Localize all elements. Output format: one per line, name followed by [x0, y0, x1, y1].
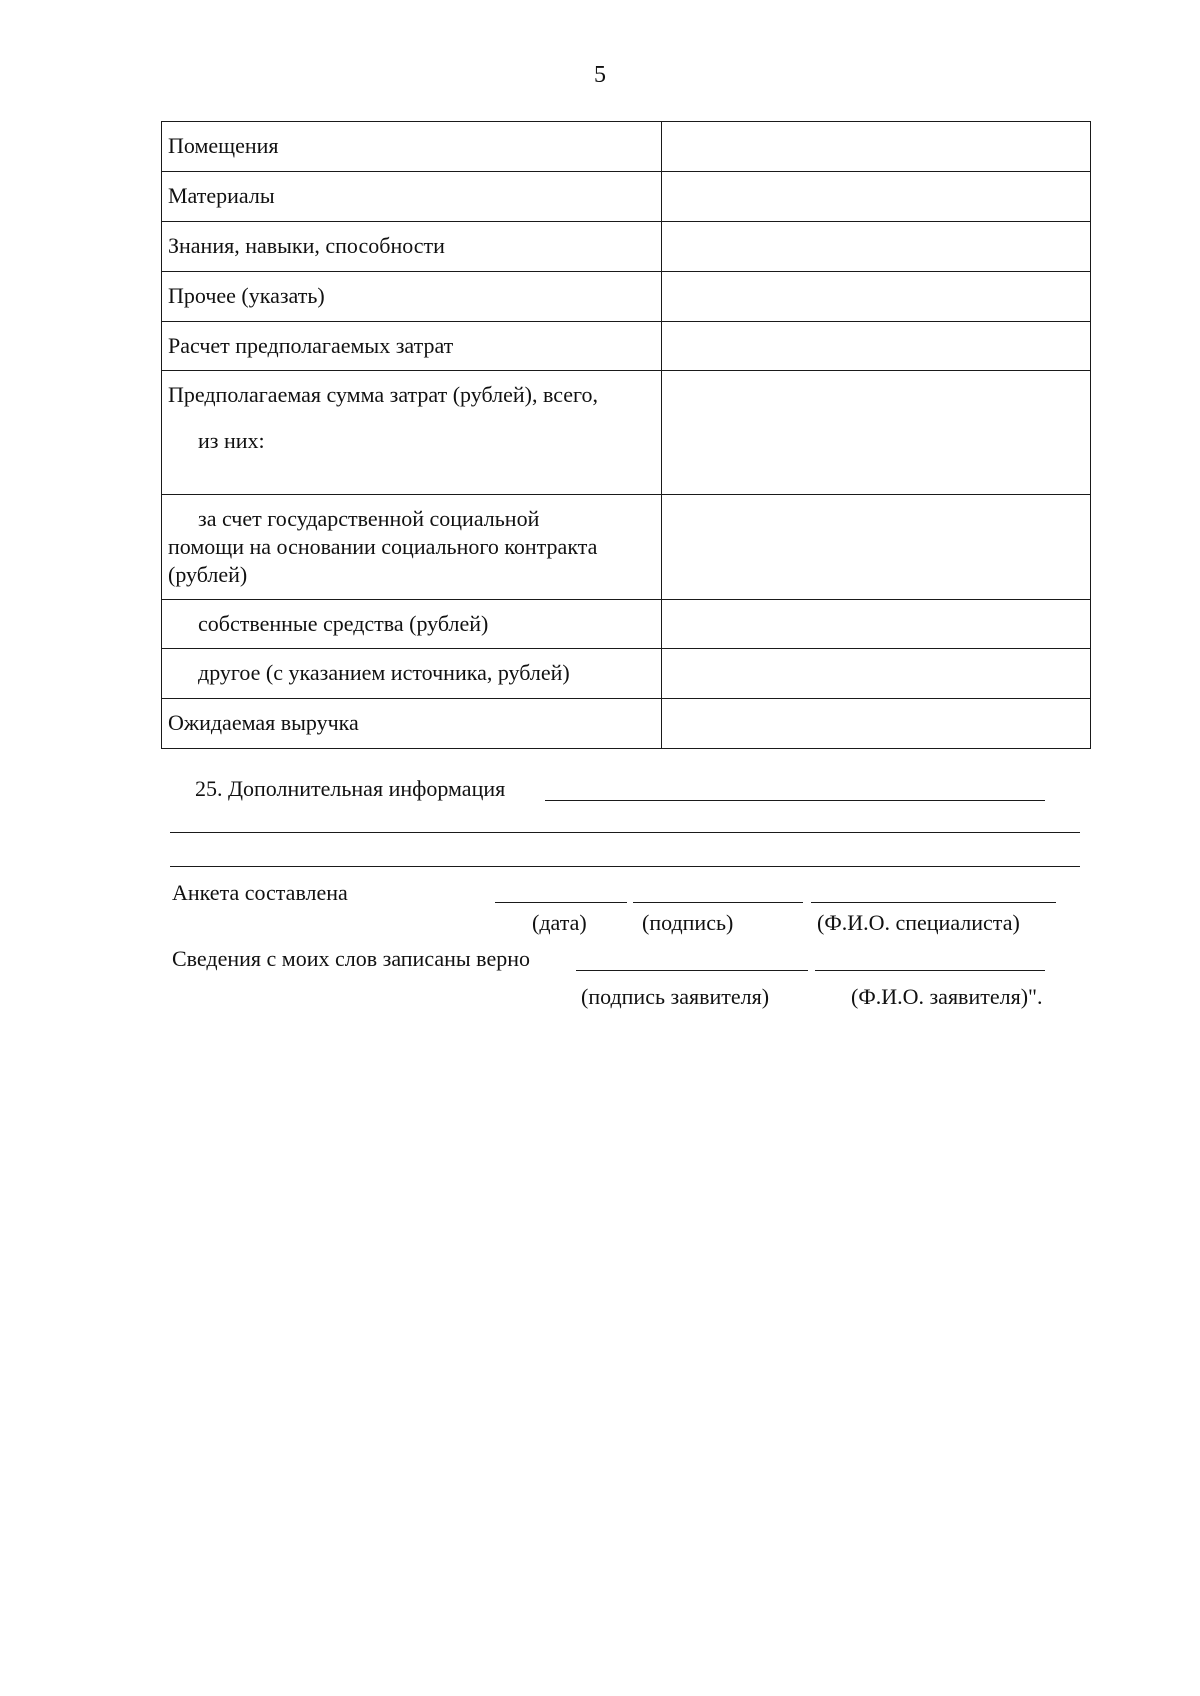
row-label: Расчет предполагаемых затрат [162, 322, 662, 371]
row-label: Предполагаемая сумма затрат (рублей), всего, [168, 382, 598, 407]
table-row [162, 222, 1091, 272]
row-label-rest: помощи на основании социального контракта (рублей) [168, 534, 598, 587]
row-value[interactable] [662, 122, 1091, 172]
row-value[interactable] [662, 495, 1091, 600]
table-row [162, 322, 1091, 371]
specialist-caption: (Ф.И.О. специалиста) [817, 910, 1020, 935]
table-row [162, 699, 1091, 749]
table-row [162, 272, 1091, 322]
row-value[interactable] [662, 272, 1091, 322]
compiled-label: Анкета составлена [172, 880, 348, 905]
additional-info-label: 25. Дополнительная информация [195, 776, 506, 801]
row-label-own-funds [162, 600, 662, 649]
page-number: 5 [594, 62, 606, 88]
row-label: собственные средства (рублей) [198, 611, 489, 636]
applicant-name-caption: (Ф.И.О. заявителя)". [851, 984, 1043, 1009]
row-label-state-aid [162, 495, 662, 600]
table-row [162, 371, 1091, 495]
row-value[interactable] [662, 322, 1091, 371]
table-row [162, 495, 1091, 600]
row-label: Материалы [162, 172, 662, 222]
row-value[interactable] [662, 222, 1091, 272]
row-label: Прочее (указать) [162, 272, 662, 322]
applicant-signature-line[interactable] [576, 970, 808, 971]
row-label-other [162, 649, 662, 699]
additional-info-line-3[interactable] [170, 866, 1080, 867]
additional-info-line-2[interactable] [170, 832, 1080, 833]
row-label: Знания, навыки, способности [162, 222, 662, 272]
applicant-signature-caption: (подпись заявителя) [581, 984, 770, 1009]
specialist-signature-line[interactable] [633, 902, 803, 903]
row-value[interactable] [662, 172, 1091, 222]
row-label: другое (с указанием источника, рублей) [198, 660, 570, 685]
row-value[interactable] [662, 649, 1091, 699]
additional-info-line-1[interactable] [545, 800, 1045, 801]
row-value[interactable] [662, 600, 1091, 649]
specialist-name-line[interactable] [811, 902, 1056, 903]
row-sublabel: из них: [198, 428, 265, 453]
row-label-indent: за счет государственной социальной [198, 506, 540, 531]
date-caption: (дата) [532, 910, 587, 935]
table-row [162, 172, 1091, 222]
table-row [162, 600, 1091, 649]
table-row [162, 122, 1091, 172]
verified-label: Сведения с моих слов записаны верно [172, 946, 530, 971]
signature-caption: (подпись) [642, 910, 734, 935]
expense-table [161, 121, 1091, 749]
row-label: Ожидаемая выручка [162, 699, 662, 749]
row-label: Помещения [162, 122, 662, 172]
row-value[interactable] [662, 699, 1091, 749]
row-label-total [162, 371, 662, 495]
applicant-name-line[interactable] [815, 970, 1045, 971]
table-row [162, 649, 1091, 699]
date-line[interactable] [495, 902, 627, 903]
row-value[interactable] [662, 371, 1091, 495]
